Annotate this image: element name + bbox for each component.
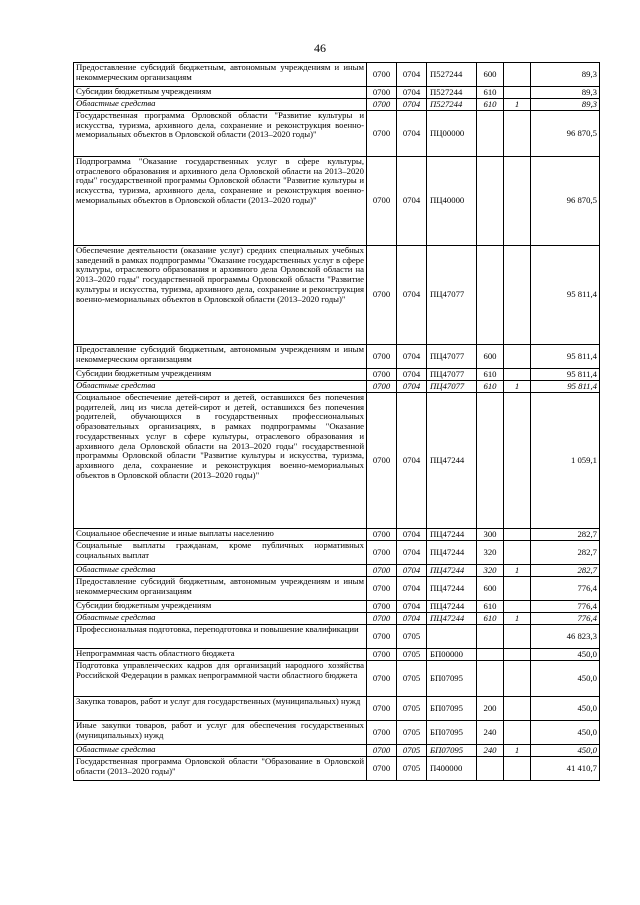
expense-type-cell: 610 [477, 99, 504, 111]
funding-source-cell [504, 63, 531, 87]
amount-cell: 95 811,4 [531, 369, 600, 381]
target-article-cell: БП07095 [427, 721, 477, 745]
subsection-code-cell: 0704 [397, 613, 427, 625]
expense-type-cell [477, 157, 504, 246]
table-row-regional-funds [74, 745, 600, 757]
table-row-regional-funds [74, 381, 600, 393]
funding-source-cell [504, 625, 531, 649]
item-name-cell: Социальные выплаты гражданам, кроме публичных нормативных социальных выплат [74, 541, 367, 565]
table-row [74, 625, 600, 649]
item-name-cell: Государственная программа Орловской области "Развитие культуры и искусства, туризма, архивного дела, сохранение и реконструкция военно-мемориальных объектов в Орловской области (2013–2020 годы)" [74, 111, 367, 157]
subsection-code-cell: 0704 [397, 63, 427, 87]
funding-source-cell [504, 157, 531, 246]
target-article-cell: БП07095 [427, 697, 477, 721]
table-row [74, 697, 600, 721]
table-row-regional-funds [74, 613, 600, 625]
item-name-cell: Закупка товаров, работ и услуг для государственных (муниципальных) нужд [74, 697, 367, 721]
budget-table-body [74, 63, 600, 781]
section-code-cell: 0700 [367, 745, 397, 757]
item-name-cell: Областные средства [74, 745, 367, 757]
section-code-cell: 0700 [367, 649, 397, 661]
item-name-cell: Областные средства [74, 381, 367, 393]
amount-cell: 89,3 [531, 99, 600, 111]
funding-source-cell [504, 246, 531, 345]
expense-type-cell: 320 [477, 565, 504, 577]
budget-table [73, 62, 600, 781]
section-code-cell: 0700 [367, 393, 397, 529]
amount-cell: 95 811,4 [531, 246, 600, 345]
amount-cell: 450,0 [531, 721, 600, 745]
amount-cell: 776,4 [531, 577, 600, 601]
section-code-cell: 0700 [367, 577, 397, 601]
item-name-cell: Профессиональная подготовка, переподготовка и повышение квалификации [74, 625, 367, 649]
amount-cell: 1 059,1 [531, 393, 600, 529]
item-name-cell: Областные средства [74, 613, 367, 625]
amount-cell: 95 811,4 [531, 345, 600, 369]
funding-source-cell [504, 649, 531, 661]
item-name-cell: Предоставление субсидий бюджетным, автономным учреждениям и иным некоммерческим организациям [74, 345, 367, 369]
target-article-cell: ПЦ47244 [427, 565, 477, 577]
amount-cell: 450,0 [531, 649, 600, 661]
expense-type-cell: 240 [477, 721, 504, 745]
subsection-code-cell: 0704 [397, 369, 427, 381]
amount-cell: 89,3 [531, 63, 600, 87]
table-row [74, 529, 600, 541]
table-row-regional-funds [74, 99, 600, 111]
section-code-cell: 0700 [367, 661, 397, 697]
item-name-cell: Предоставление субсидий бюджетным, автономным учреждениям и иным некоммерческим организациям [74, 63, 367, 87]
target-article-cell: ПЦ47244 [427, 393, 477, 529]
expense-type-cell: 610 [477, 381, 504, 393]
funding-source-cell [504, 577, 531, 601]
subsection-code-cell: 0704 [397, 577, 427, 601]
section-code-cell: 0700 [367, 87, 397, 99]
funding-source-cell [504, 345, 531, 369]
amount-cell: 96 870,5 [531, 111, 600, 157]
target-article-cell: ПЦ47244 [427, 577, 477, 601]
subsection-code-cell: 0704 [397, 99, 427, 111]
subsection-code-cell: 0705 [397, 661, 427, 697]
section-code-cell: 0700 [367, 721, 397, 745]
target-article-cell: БП07095 [427, 745, 477, 757]
funding-source-cell [504, 721, 531, 745]
target-article-cell: ПЦ47077 [427, 369, 477, 381]
target-article-cell: ПЦ40000 [427, 157, 477, 246]
target-article-cell: ПЦ47077 [427, 345, 477, 369]
subsection-code-cell: 0705 [397, 745, 427, 757]
amount-cell: 776,4 [531, 613, 600, 625]
subsection-code-cell: 0704 [397, 541, 427, 565]
table-row [74, 111, 600, 157]
funding-source-cell [504, 541, 531, 565]
section-code-cell: 0700 [367, 345, 397, 369]
item-name-cell: Обеспечение деятельности (оказание услуг) средних специальных учебных заведений в рамках подпрограммы "Оказание государственных услуг в сфере культуры, отраслевого образования и архивного дела Орловской области на 2013–2020 годы" государственной программы Орловской области "Развитие культуры и искусства, туризма, архивного дела, сохранение и реконструкция военно-мемориальных объектов в Орловской области (2013–2020 годы)" [74, 246, 367, 345]
subsection-code-cell: 0704 [397, 565, 427, 577]
section-code-cell: 0700 [367, 757, 397, 781]
item-name-cell: Непрограммная часть областного бюджета [74, 649, 367, 661]
expense-type-cell: 300 [477, 529, 504, 541]
funding-source-cell [504, 369, 531, 381]
item-name-cell: Иные закупки товаров, работ и услуг для обеспечения государственных (муниципальных) нужд [74, 721, 367, 745]
expense-type-cell: 610 [477, 613, 504, 625]
section-code-cell: 0700 [367, 246, 397, 345]
subsection-code-cell: 0704 [397, 381, 427, 393]
target-article-cell: ПЦ47077 [427, 381, 477, 393]
table-row [74, 393, 600, 529]
target-article-cell: П400000 [427, 757, 477, 781]
table-row [74, 369, 600, 381]
section-code-cell: 0700 [367, 63, 397, 87]
table-row [74, 721, 600, 745]
expense-type-cell: 600 [477, 63, 504, 87]
amount-cell: 282,7 [531, 565, 600, 577]
funding-source-cell [504, 661, 531, 697]
amount-cell: 282,7 [531, 541, 600, 565]
section-code-cell: 0700 [367, 381, 397, 393]
funding-source-cell: 1 [504, 99, 531, 111]
amount-cell: 96 870,5 [531, 157, 600, 246]
target-article-cell: ПЦ47077 [427, 246, 477, 345]
target-article-cell: БП07095 [427, 661, 477, 697]
funding-source-cell [504, 87, 531, 99]
expense-type-cell: 320 [477, 541, 504, 565]
subsection-code-cell: 0705 [397, 625, 427, 649]
expense-type-cell: 610 [477, 369, 504, 381]
expense-type-cell: 200 [477, 697, 504, 721]
table-row [74, 757, 600, 781]
amount-cell: 89,3 [531, 87, 600, 99]
section-code-cell: 0700 [367, 625, 397, 649]
expense-type-cell [477, 246, 504, 345]
table-row [74, 63, 600, 87]
section-code-cell: 0700 [367, 565, 397, 577]
subsection-code-cell: 0705 [397, 697, 427, 721]
amount-cell: 95 811,4 [531, 381, 600, 393]
expense-type-cell [477, 757, 504, 781]
amount-cell: 41 410,7 [531, 757, 600, 781]
subsection-code-cell: 0704 [397, 393, 427, 529]
table-row [74, 541, 600, 565]
table-row [74, 649, 600, 661]
expense-type-cell: 610 [477, 87, 504, 99]
subsection-code-cell: 0704 [397, 246, 427, 345]
section-code-cell: 0700 [367, 99, 397, 111]
funding-source-cell [504, 757, 531, 781]
table-row [74, 577, 600, 601]
funding-source-cell [504, 111, 531, 157]
funding-source-cell: 1 [504, 745, 531, 757]
table-row-regional-funds [74, 565, 600, 577]
amount-cell: 450,0 [531, 661, 600, 697]
table-row [74, 661, 600, 697]
expense-type-cell [477, 393, 504, 529]
amount-cell: 450,0 [531, 697, 600, 721]
subsection-code-cell: 0704 [397, 529, 427, 541]
target-article-cell: П527244 [427, 87, 477, 99]
section-code-cell: 0700 [367, 111, 397, 157]
table-row [74, 87, 600, 99]
subsection-code-cell: 0705 [397, 721, 427, 745]
section-code-cell: 0700 [367, 529, 397, 541]
funding-source-cell [504, 601, 531, 613]
item-name-cell: Субсидии бюджетным учреждениям [74, 87, 367, 99]
target-article-cell: БП00000 [427, 649, 477, 661]
section-code-cell: 0700 [367, 157, 397, 246]
subsection-code-cell: 0704 [397, 345, 427, 369]
amount-cell: 776,4 [531, 601, 600, 613]
funding-source-cell [504, 697, 531, 721]
target-article-cell: ПЦ00000 [427, 111, 477, 157]
expense-type-cell [477, 649, 504, 661]
expense-type-cell [477, 661, 504, 697]
item-name-cell: Подготовка управленческих кадров для организаций народного хозяйства Российской Федерации в рамках непрограммной части областного бюджета [74, 661, 367, 697]
target-article-cell: ПЦ47244 [427, 601, 477, 613]
expense-type-cell: 600 [477, 345, 504, 369]
expense-type-cell [477, 625, 504, 649]
subsection-code-cell: 0704 [397, 157, 427, 246]
item-name-cell: Государственная программа Орловской области "Образование в Орловской области (2013–2020 годы)" [74, 757, 367, 781]
funding-source-cell [504, 393, 531, 529]
item-name-cell: Субсидии бюджетным учреждениям [74, 601, 367, 613]
expense-type-cell [477, 111, 504, 157]
amount-cell: 282,7 [531, 529, 600, 541]
subsection-code-cell: 0705 [397, 649, 427, 661]
item-name-cell: Предоставление субсидий бюджетным, автономным учреждениям и иным некоммерческим организациям [74, 577, 367, 601]
item-name-cell: Областные средства [74, 99, 367, 111]
funding-source-cell: 1 [504, 613, 531, 625]
target-article-cell: П527244 [427, 63, 477, 87]
funding-source-cell: 1 [504, 381, 531, 393]
subsection-code-cell: 0704 [397, 87, 427, 99]
item-name-cell: Областные средства [74, 565, 367, 577]
table-row [74, 246, 600, 345]
target-article-cell: ПЦ47244 [427, 529, 477, 541]
table-row [74, 157, 600, 246]
table-row [74, 601, 600, 613]
expense-type-cell: 610 [477, 601, 504, 613]
item-name-cell: Социальное обеспечение детей-сирот и детей, оставшихся без попечения родителей, лиц из числа детей-сирот и детей, оставшихся без попечения родителей, обучающихся в государственных профессиональных образовательных организациях, в рамках подпрограммы "Оказание государственных услуг в сфере культуры, отраслевого образования и архивного дела Орловской области на 2013–2020 годы" государственной программы Орловской области "Развитие культуры и искусства, туризма, архивного дела, сохранение и реконструкция военно-мемориальных объектов в Орловской области (2013–2020 годы)" [74, 393, 367, 529]
section-code-cell: 0700 [367, 369, 397, 381]
target-article-cell: ПЦ47244 [427, 541, 477, 565]
target-article-cell [427, 625, 477, 649]
page-number: 46 [314, 41, 326, 55]
funding-source-cell: 1 [504, 565, 531, 577]
table-row [74, 345, 600, 369]
subsection-code-cell: 0705 [397, 757, 427, 781]
section-code-cell: 0700 [367, 601, 397, 613]
section-code-cell: 0700 [367, 697, 397, 721]
expense-type-cell: 240 [477, 745, 504, 757]
section-code-cell: 0700 [367, 613, 397, 625]
funding-source-cell [504, 529, 531, 541]
section-code-cell: 0700 [367, 541, 397, 565]
expense-type-cell: 600 [477, 577, 504, 601]
target-article-cell: П527244 [427, 99, 477, 111]
item-name-cell: Субсидии бюджетным учреждениям [74, 369, 367, 381]
target-article-cell: ПЦ47244 [427, 613, 477, 625]
amount-cell: 46 823,3 [531, 625, 600, 649]
item-name-cell: Подпрограмма "Оказание государственных услуг в сфере культуры, отраслевого образования и архивного дела Орловской области на 2013–2020 годы" государственной программы Орловской области "Развитие культуры и искусства, туризма, архивного дела, сохранение и реконструкция военно-мемориальных объектов в Орловской области (2013–2020 годы)" [74, 157, 367, 246]
amount-cell: 450,0 [531, 745, 600, 757]
subsection-code-cell: 0704 [397, 601, 427, 613]
subsection-code-cell: 0704 [397, 111, 427, 157]
item-name-cell: Социальное обеспечение и иные выплаты населению [74, 529, 367, 541]
